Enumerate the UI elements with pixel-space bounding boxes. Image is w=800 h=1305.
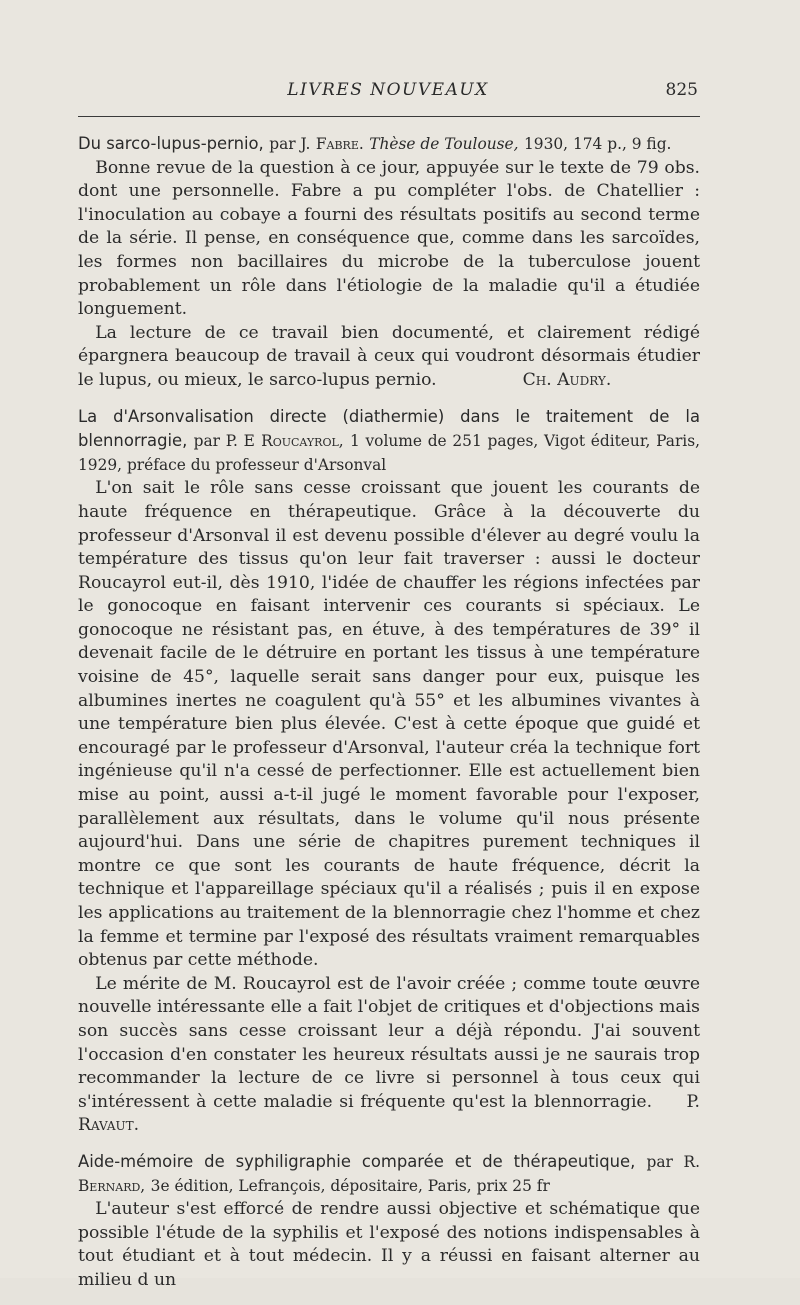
- running-title: LIVRES NOUVEAUX: [287, 80, 489, 100]
- review-title: Du sarco-lupus-pernio,: [78, 134, 264, 153]
- review-paragraph: [78, 157, 700, 322]
- review-sarco-lupus: [78, 132, 700, 393]
- review-paragraph-text: L'on sait le rôle sans cesse croissant que jouent les courants de haute fréquence en thérapeutique. Grâce à la découverte du professeur d'Arsonval il est devenu possible d'élever au degré voulu la température des tissus qu'on leur fait traverser : aussi le docteur Roucayrol eut-il, dès 1910, l'idée de chauffer les régions infectées par le gonocoque en faisant intervenir ces courants si spéciaux. Le gonocoque ne résistant pas, en étuve, à des températures de 39° il devenait facile de le détruire en portant les tissus à une température voisine de 45°, laquelle serait sans danger pour eux, puisque les albumines inertes ne coagulent qu'à 55° et les albumines vivantes à une température bien plus élevée. C'est à cette époque que guidé et encouragé par le professeur d'Arsonval, l'auteur créa la technique fort ingénieuse qu'il n'a cessé de perfectionner. Elle est actuellement bien mise au point, aussi a-t-il jugé le moment favorable pour l'exposer, parallèlement aux résultats, dans le volume qu'il nous présente aujourd'hui. Dans une série de chapitres purement techniques il montre ce que sont les courants de haute fréquence, décrit la technique et l'appareillage spéciaux qu'il a réalisés ; puis il en expose les applications au traitement de la blennorragie chez l'homme et chez la femme et termine par l'exposé des résultats vraiment remarquables obtenus par cette méthode.: [78, 478, 700, 971]
- review-heading: [78, 1150, 700, 1198]
- running-head: [78, 80, 698, 104]
- reviews-column: [78, 132, 700, 1305]
- review-paragraph: [78, 477, 700, 972]
- review-heading: [78, 132, 700, 157]
- review-title: La d'Arsonvalisation directe (diathermie) dans le traitement de la blennorragie,: [78, 406, 700, 451]
- review-paragraph-signed: [78, 973, 700, 1138]
- review-meta-prefix: par R.: [646, 1152, 701, 1171]
- page-number: 825: [665, 80, 698, 100]
- review-paragraph-signed: [78, 322, 700, 393]
- review-paragraph-text: Le mérite de M. Roucayrol est de l'avoir créée ; comme toute œuvre nouvelle intéressante elle a fait l'objet de critiques et d'objections mais son succès sans cesse croissant leur a déjà répondu. J'ai souvent l'occasion d'en constater les heureux résultats aussi je ne saurais trop recommander la lecture de ce livre si personnel à tous ceux qui s'intéressent à cette maladie si fréquente qu'est la blennorragie.: [78, 973, 700, 1112]
- review-author: Roucayrol,: [261, 432, 344, 451]
- review-aide-memoire: [78, 1150, 700, 1293]
- review-meta-suffix: 1 volume de 251 pages, Vigot éditeur, Paris, 1929, préface du professeur d'Arsonval: [78, 432, 701, 474]
- review-meta-suffix: 3e édition, Lefrançois, dépositaire, Paris, prix 25 fr: [150, 1176, 550, 1195]
- review-paragraph-text: La lecture de ce travail bien documenté, et clairement rédigé épargnera beaucoup de travail à ceux qui voudront désormais étudier le lupus, ou mieux, le sarco-lupus pernio.: [78, 322, 700, 390]
- review-paragraph-text: L'auteur s'est efforcé de rendre aussi objective et schématique que possible l'étude de la syphilis et l'exposé des notions indispensables à tout étudiant et à tout médecin. Il y a réussi en faisant alterner au milieu d un: [78, 1199, 700, 1290]
- review-author: Fabre.: [315, 135, 364, 153]
- review-title: Aide-mémoire de syphiligraphie comparée et de thérapeutique,: [78, 1151, 636, 1171]
- review-signature: P. Ravaut.: [78, 1091, 700, 1136]
- review-paragraph-text: Bonne revue de la question à ce jour, appuyée sur le texte de 79 obs. dont une personnelle. Fabre a pu compléter l'obs. de Chatellier : l'inoculation au cobaye a fourni des résultats positifs au second terme de la série. Il pense, en conséquence que, comme dans les sarcoïdes, les formes non bacillaires du microbe de la tuberculose jouent probablement un rôle dans l'étiologie de la maladie qu'il a étudiée longuement.: [78, 157, 700, 320]
- review-work: Thèse de Toulouse,: [369, 135, 519, 153]
- review-paragraph: [78, 1198, 700, 1292]
- review-meta-prefix: par P. E: [193, 432, 255, 451]
- header-rule: [78, 116, 700, 117]
- review-heading: [78, 405, 700, 478]
- review-signature: Ch. Audry.: [522, 369, 612, 390]
- review-arsonvalisation: [78, 405, 700, 1138]
- review-meta-prefix: par J.: [269, 135, 311, 153]
- review-meta-suffix: 1930, 174 p., 9 fig.: [524, 135, 672, 153]
- review-author: Bernard,: [78, 1176, 146, 1195]
